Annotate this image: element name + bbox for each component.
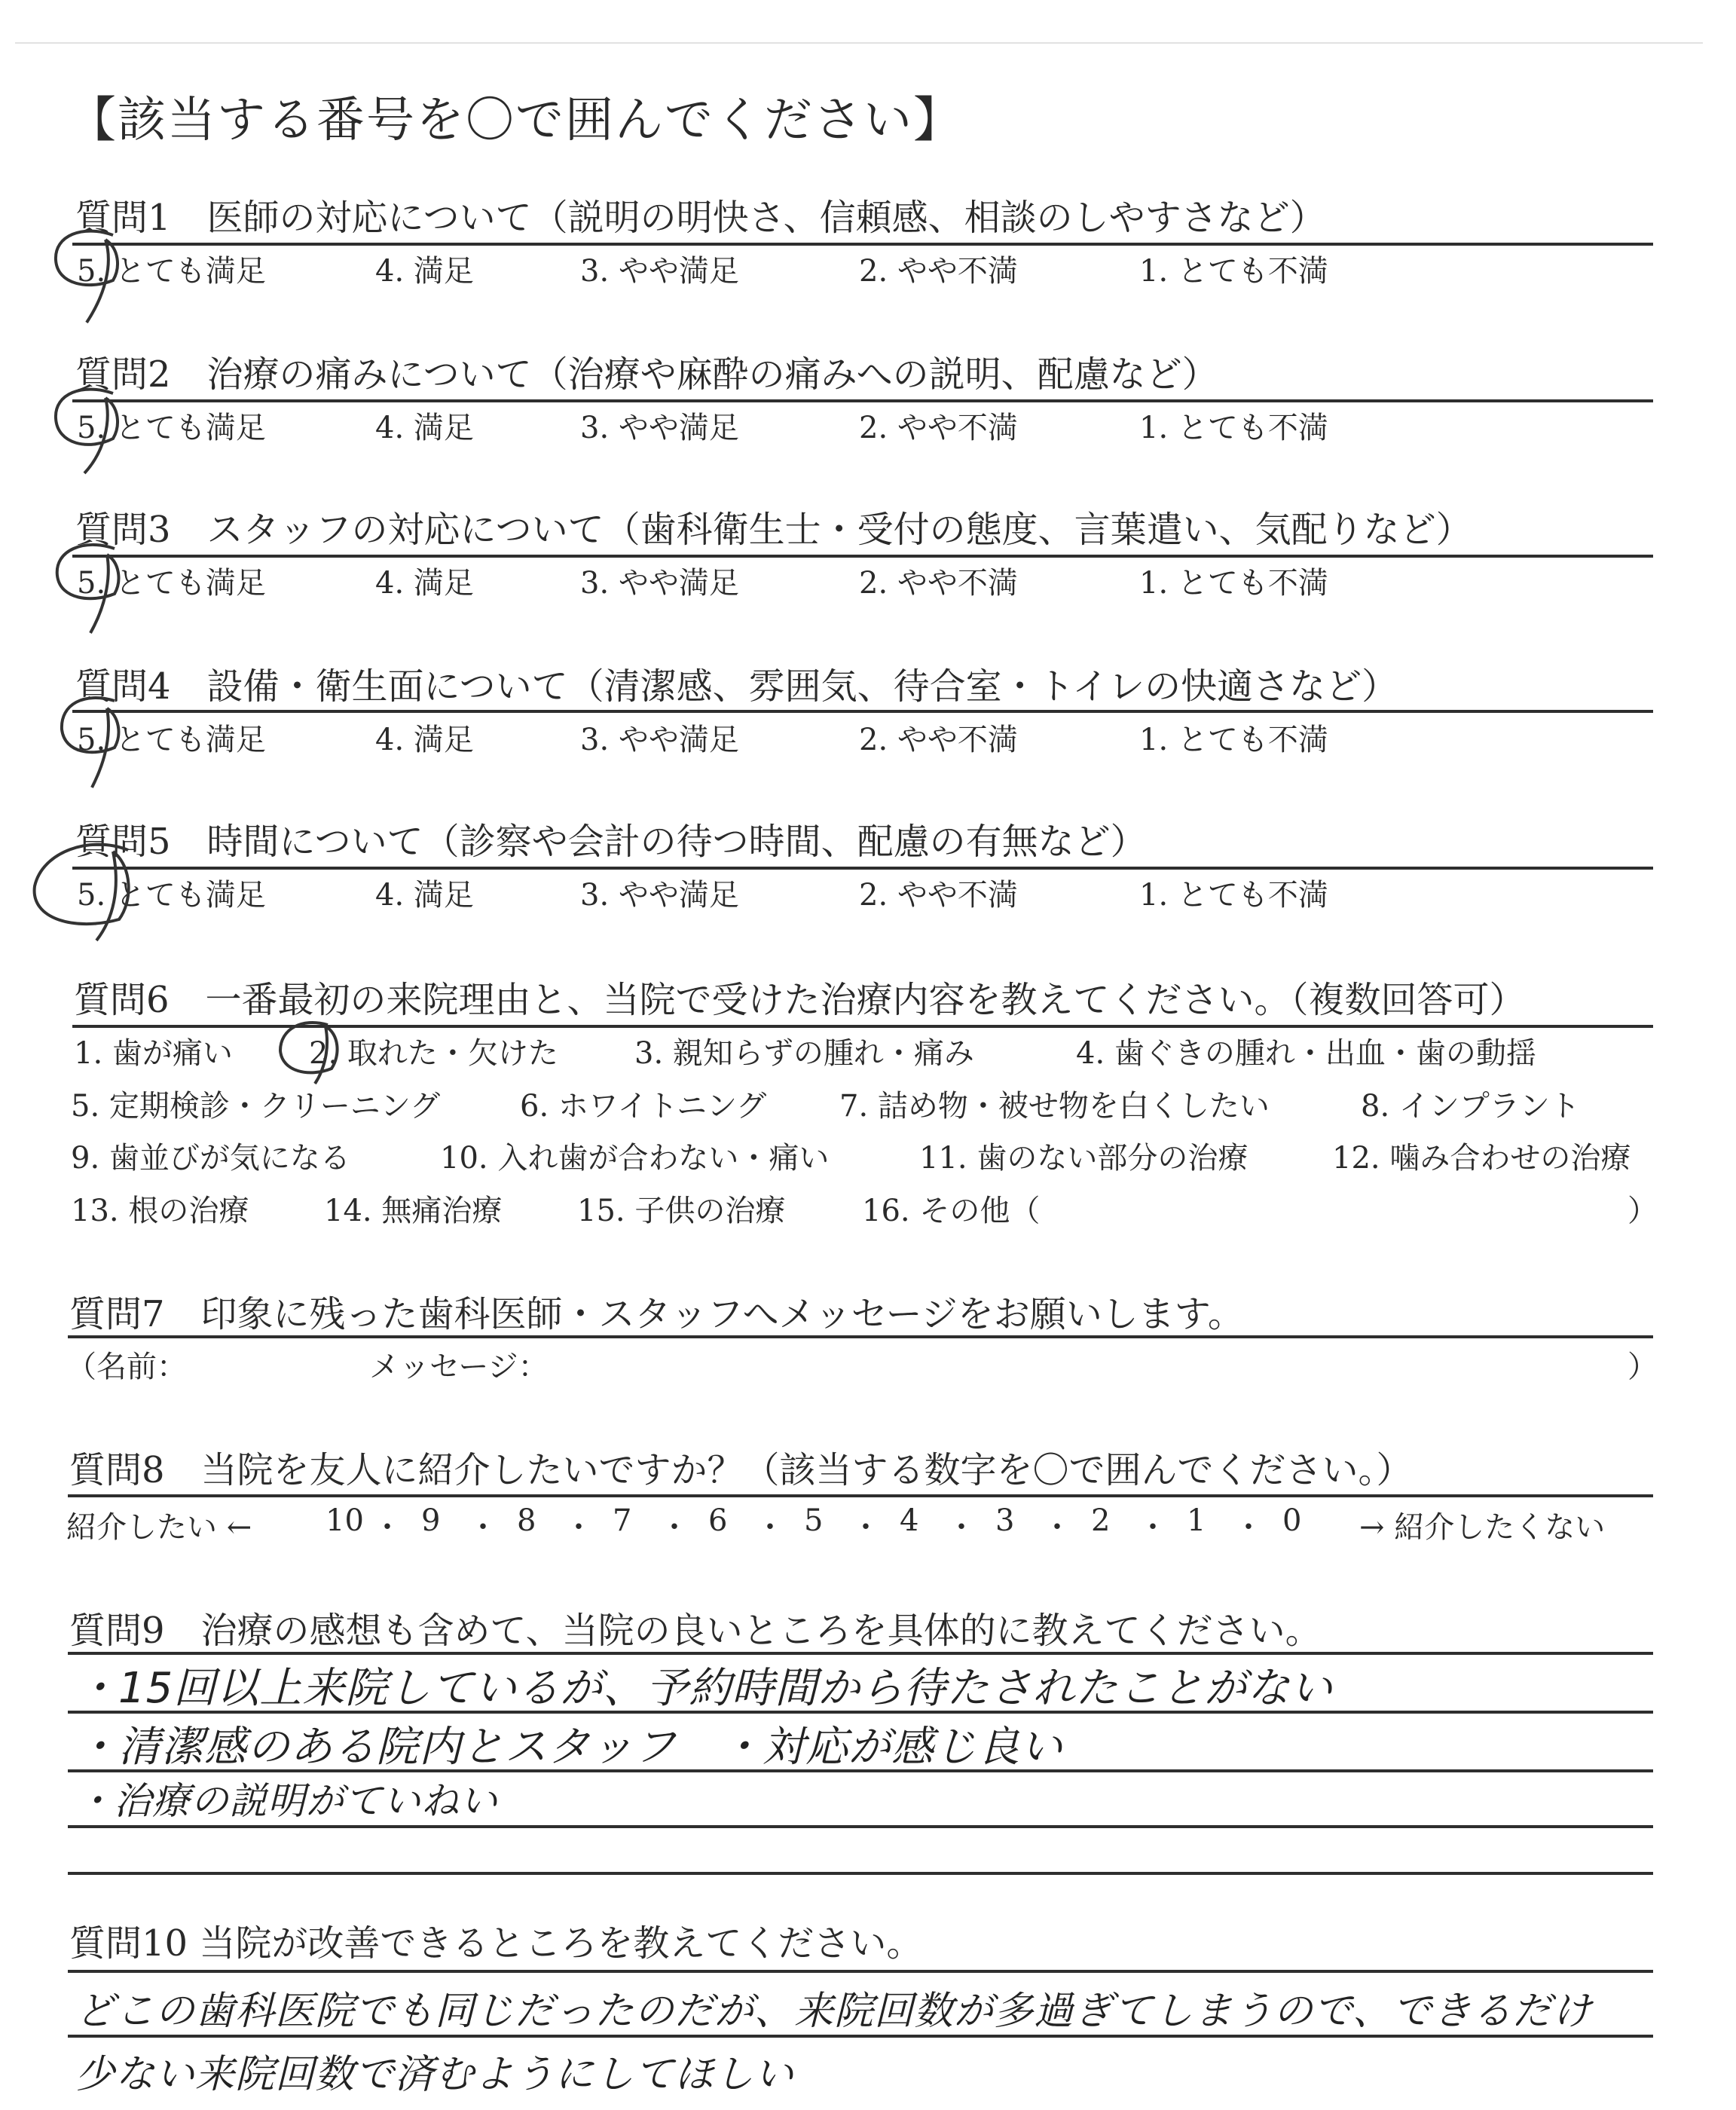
question-1-title: 質問1 医師の対応について（説明の明快さ、信頼感、相談のしやすさなど） bbox=[75, 197, 1326, 239]
question-2-title: 質問2 治療の痛みについて（治療や麻酔の痛みへの説明、配慮など） bbox=[75, 353, 1218, 396]
q8-scale-9[interactable]: 9 bbox=[421, 1503, 441, 1538]
q8-scale-0[interactable]: 0 bbox=[1282, 1503, 1302, 1538]
q6-rule bbox=[72, 1025, 1653, 1028]
q6-option-10[interactable]: 10. 入れ歯が合わない・痛い bbox=[440, 1141, 830, 1176]
q8-scale-6[interactable]: 6 bbox=[708, 1503, 728, 1538]
q6-option-1[interactable]: 1. 歯が痛い bbox=[74, 1036, 233, 1071]
q6-option-2[interactable]: 2. 取れた・欠けた bbox=[309, 1036, 558, 1071]
question-2-option-1[interactable]: 1. とても不満 bbox=[1139, 411, 1328, 445]
q6-option-8[interactable]: 8. インプラント bbox=[1361, 1089, 1580, 1124]
q8-separator: ・ bbox=[946, 1510, 976, 1545]
q6-option-11[interactable]: 11. 歯のない部分の治療 bbox=[919, 1141, 1249, 1176]
q7-name-label: （名前： bbox=[66, 1350, 187, 1384]
q8-scale-7[interactable]: 7 bbox=[613, 1503, 632, 1538]
question-2-option-2[interactable]: 2. やや不満 bbox=[859, 411, 1018, 445]
question-3-option-1[interactable]: 1. とても不満 bbox=[1139, 566, 1328, 601]
question-1-option-5[interactable]: 5. とても満足 bbox=[77, 254, 266, 289]
q9-answer-line: ・治療の説明がていねい bbox=[75, 1779, 498, 1823]
question-5-option-4[interactable]: 4. 満足 bbox=[375, 878, 474, 913]
q6-title: 質問6 一番最初の来院理由と、当院で受けた治療内容を教えてください。（複数回答可） bbox=[74, 979, 1526, 1021]
q9-rule-3 bbox=[68, 1825, 1653, 1828]
q8-separator: ・ bbox=[1138, 1510, 1168, 1545]
q8-scale-10[interactable]: 10 bbox=[326, 1503, 364, 1538]
q6-option-12[interactable]: 12. 噛み合わせの治療 bbox=[1332, 1141, 1631, 1176]
q8-scale-3[interactable]: 3 bbox=[995, 1503, 1015, 1538]
q8-scale-4[interactable]: 4 bbox=[900, 1503, 919, 1538]
q7-message-label: メッセージ： bbox=[369, 1350, 549, 1384]
question-5-option-2[interactable]: 2. やや不満 bbox=[859, 878, 1018, 913]
question-2-option-3[interactable]: 3. やや満足 bbox=[580, 411, 739, 445]
q6-option-14[interactable]: 14. 無痛治療 bbox=[324, 1194, 503, 1228]
question-1-option-3[interactable]: 3. やや満足 bbox=[580, 254, 739, 289]
question-3-option-4[interactable]: 4. 満足 bbox=[375, 566, 474, 601]
question-1-rule bbox=[72, 243, 1653, 246]
question-4-option-2[interactable]: 2. やや不満 bbox=[859, 723, 1018, 757]
question-3-title: 質問3 スタッフの対応について（歯科衛生士・受付の態度、言葉遣い、気配りなど） bbox=[75, 509, 1472, 551]
question-3-option-2[interactable]: 2. やや不満 bbox=[859, 566, 1018, 601]
q8-right-label: → 紹介したくない bbox=[1359, 1510, 1606, 1545]
question-4-option-4[interactable]: 4. 満足 bbox=[375, 723, 474, 757]
question-4-option-3[interactable]: 3. やや満足 bbox=[580, 723, 739, 757]
q8-scale-1[interactable]: 1 bbox=[1187, 1503, 1206, 1538]
q6-option-15[interactable]: 15. 子供の治療 bbox=[577, 1194, 786, 1228]
question-4-title: 質問4 設備・衛生面について（清潔感、雰囲気、待合室・トイレの快適さなど） bbox=[75, 665, 1398, 708]
q8-rule bbox=[68, 1494, 1653, 1497]
q8-separator: ・ bbox=[851, 1510, 881, 1545]
q8-scale-5[interactable]: 5 bbox=[804, 1503, 824, 1538]
q6-option-5[interactable]: 5. 定期検診・クリーニング bbox=[71, 1089, 441, 1124]
q8-separator: ・ bbox=[1233, 1510, 1264, 1545]
question-3-option-5[interactable]: 5. とても満足 bbox=[77, 566, 266, 601]
q6-close-paren: ） bbox=[1628, 1194, 1658, 1228]
top-border bbox=[15, 42, 1703, 44]
q8-separator: ・ bbox=[755, 1510, 785, 1545]
question-5-option-1[interactable]: 1. とても不満 bbox=[1139, 878, 1328, 913]
q8-scale-2[interactable]: 2 bbox=[1091, 1503, 1111, 1538]
q6-option-7[interactable]: 7. 詰め物・被せ物を白くしたい bbox=[839, 1089, 1270, 1124]
question-2-rule bbox=[72, 399, 1653, 402]
question-5-rule bbox=[72, 867, 1653, 870]
q6-option-16[interactable]: 16. その他（ bbox=[862, 1194, 1041, 1228]
q10-answer-line: 少ない来院回数で済むようにしてほしい bbox=[75, 2052, 795, 2097]
q10-answer-line: どこの歯科医院でも同じだったのだが、来院回数が多過ぎてしまうので、できるだけ bbox=[75, 1989, 1592, 2034]
q7-rule bbox=[68, 1335, 1653, 1338]
question-2-option-4[interactable]: 4. 満足 bbox=[375, 411, 474, 445]
q10-title: 質問10 当院が改善できるところを教えてください。 bbox=[69, 1922, 923, 1965]
q9-rule-4 bbox=[68, 1872, 1653, 1875]
q8-separator: ・ bbox=[372, 1510, 402, 1545]
q8-left-label: 紹介したい ← bbox=[66, 1510, 252, 1545]
q6-option-13[interactable]: 13. 根の治療 bbox=[71, 1194, 249, 1228]
q8-separator: ・ bbox=[564, 1510, 594, 1545]
question-4-option-1[interactable]: 1. とても不満 bbox=[1139, 723, 1328, 757]
q8-separator: ・ bbox=[468, 1510, 498, 1545]
q9-answer-line: ・15回以上来院しているが、予約時間から待たされたことがない bbox=[75, 1664, 1334, 1713]
q7-close-paren: ） bbox=[1628, 1350, 1658, 1384]
question-1-option-1[interactable]: 1. とても不満 bbox=[1139, 254, 1328, 289]
q6-option-9[interactable]: 9. 歯並びが気になる bbox=[71, 1141, 350, 1176]
q9-title: 質問9 治療の感想も含めて、当院の良いところを具体的に教えてください。 bbox=[69, 1610, 1322, 1652]
question-2-option-5[interactable]: 5. とても満足 bbox=[77, 411, 266, 445]
question-5-title: 質問5 時間について（診察や会計の待つ時間、配慮の有無など） bbox=[75, 821, 1147, 863]
q6-option-6[interactable]: 6. ホワイトニング bbox=[520, 1089, 767, 1124]
question-5-option-5[interactable]: 5. とても満足 bbox=[77, 878, 266, 913]
question-4-rule bbox=[72, 710, 1653, 713]
question-1-option-4[interactable]: 4. 満足 bbox=[375, 254, 474, 289]
q7-title: 質問7 印象に残った歯科医師・スタッフへメッセージをお願いします。 bbox=[69, 1293, 1244, 1335]
q9-answer-line: ・清潔感のある院内とスタッフ ・対応が感じ良い bbox=[75, 1723, 1063, 1772]
question-1-option-2[interactable]: 2. やや不満 bbox=[859, 254, 1018, 289]
question-5-option-3[interactable]: 3. やや満足 bbox=[580, 878, 739, 913]
question-3-option-3[interactable]: 3. やや満足 bbox=[580, 566, 739, 601]
page-title: 【該当する番号を〇で囲んでください】 bbox=[68, 93, 963, 148]
q8-separator: ・ bbox=[1042, 1510, 1072, 1545]
question-4-option-5[interactable]: 5. とても満足 bbox=[77, 723, 266, 757]
q6-option-4[interactable]: 4. 歯ぐきの腫れ・出血・歯の動揺 bbox=[1076, 1036, 1536, 1071]
q8-scale-8[interactable]: 8 bbox=[517, 1503, 536, 1538]
q6-option-3[interactable]: 3. 親知らずの腫れ・痛み bbox=[634, 1036, 974, 1071]
q8-title: 質問8 当院を友人に紹介したいですか？（該当する数字を〇で囲んでください。） bbox=[69, 1449, 1413, 1491]
question-3-rule bbox=[72, 555, 1653, 558]
q10-rule-0 bbox=[68, 1970, 1653, 1973]
q8-separator: ・ bbox=[659, 1510, 689, 1545]
